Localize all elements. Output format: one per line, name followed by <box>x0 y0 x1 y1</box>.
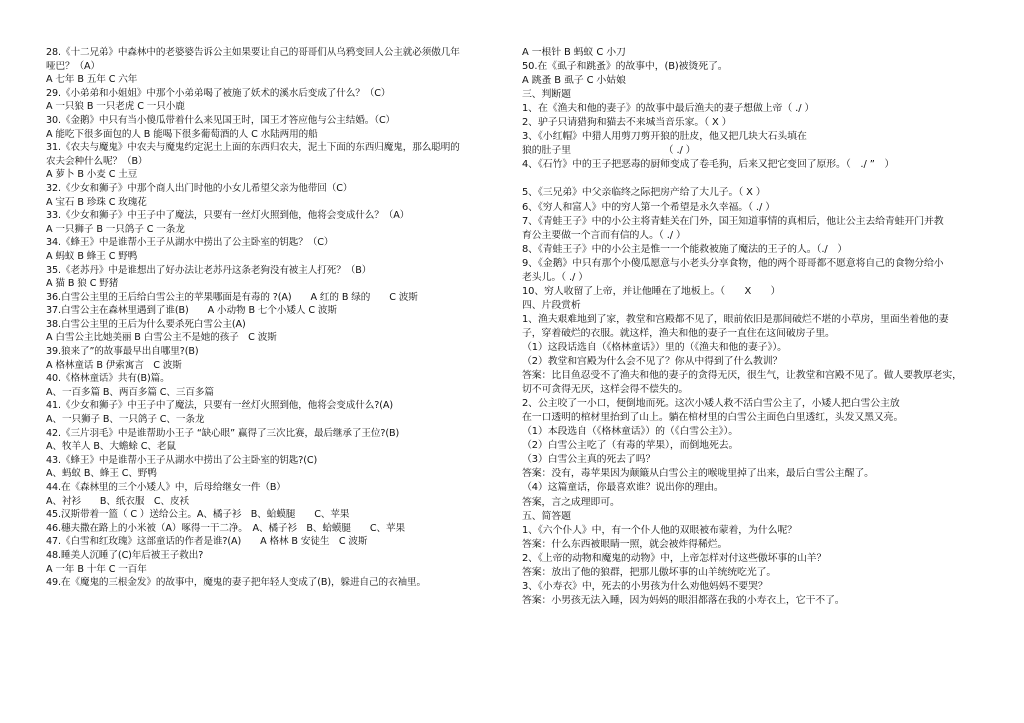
text-line: 36.白雪公主里的王后给白雪公主的苹果哪面是有毒的 ?(A) A 红的 B 绿的 C 波斯 <box>46 291 418 303</box>
text-line: A、衬衫 B、纸衣服 C、皮袄 <box>46 495 189 507</box>
text-line: 38.白雪公主里的王后为什么要杀死白雪公主(A) <box>46 318 246 330</box>
text-line: 6、《穷人和富人》中的穷人第一个希望是永久幸福。（ ./ ） <box>522 201 776 213</box>
text-line: 3、《小红帽》中猎人用剪刀剪开狼的肚皮，他又把几块大石头填在 <box>522 131 807 143</box>
text-line: （1）这段话选自（《格林童话》）里的（《渔夫和他的妻子》）。 <box>522 341 787 353</box>
text-line: 8、《青蛙王子》中的小公主是惟一一个能救被施了魔法的王子的人。（./ ） <box>522 243 848 255</box>
text-line: 45.汉斯带着一篮（ C ）送给公主。A、橘子衫 B、蛤蟆腿 C、苹果 <box>46 509 350 521</box>
text-line <box>522 172 980 186</box>
text-line: 39.狼来了”的故事最早出自哪里?(B) <box>46 346 199 358</box>
text-line: 31.《农夫与魔鬼》中农夫与魔鬼约定泥土上面的东西归农夫，泥土下面的东西归魔鬼，那么聪明的 <box>46 142 460 154</box>
text-line: 49.在《魔鬼的三根金发》的故事中，魔鬼的妻子把年轻人变成了(B)，躲进自己的衣袖里。 <box>46 577 426 589</box>
text-line: 10、穷人收留了上帝，并让他睡在了地板上。（ X ） <box>522 285 781 297</box>
text-line: 9、《金鹅》中只有那个小傻瓜愿意与小老头分享食物，他的两个哥哥都不愿意将自己的食物分给小 <box>522 257 944 269</box>
text-line: A 一只狼 B 一只老虎 C 一只小鹿 <box>46 101 185 113</box>
text-line: 28.《十二兄弟》中森林中的老婆婆告诉公主如果要让自己的哥哥们从乌鸦变回人公主就必须傲几年 <box>46 47 460 58</box>
right-column <box>522 46 980 608</box>
text-line: 32.《少女和狮子》中那个商人出门时他的小女儿希望父亲为他带回（C） <box>46 182 353 194</box>
text-line: A 猫 B 狼 C 野猪 <box>46 278 119 290</box>
text-line: 答案：没有，毒苹果因为颠簸从白雪公主的喉咙里掉了出来，最后白雪公主醒了。 <box>522 468 874 480</box>
text-line: 44.在《森林里的三个小矮人》中，后母给继女一件（B） <box>46 482 286 493</box>
text-line: 育公主要做一个言而有信的人。（ ./ ） <box>522 229 686 241</box>
text-line: 农夫会种什么呢？（B） <box>46 155 148 167</box>
text-line: A、一只狮子 B、一只鸽子 C、一条龙 <box>46 414 205 426</box>
text-line: 7、《青蛙王子》中的小公主将青蛙关在门外，国王知道事情的真相后，他让公主去给青蛙开门并教 <box>522 215 944 227</box>
text-line: （3）白雪公主真的死去了吗？ <box>522 454 656 466</box>
text-line: A 格林童话 B 伊索寓言 C 波斯 <box>46 359 182 371</box>
text-line: 三、判断题 <box>522 89 571 101</box>
text-line: A、牧羊人 B、大蟾蜍 C、老鼠 <box>46 441 176 453</box>
text-line: 答案：比目鱼忍受不了渔夫和他的妻子的贪得无厌，很生气，让教堂和宫殿不见了。做人要教厚老实， <box>522 370 962 382</box>
text-line: 50.在《虱子和跳蚤》的故事中，(B)被烫死了。 <box>522 61 728 73</box>
text-line: 1、《六个仆人》中，有一个仆人他的双眼被布蒙着，为什么呢？ <box>522 524 797 536</box>
text-line: （2）教堂和宫殿为什么会不见了？你从中得到了什么教训？ <box>522 356 783 368</box>
text-line: 狼的肚子里 （ ./ ） <box>522 145 696 157</box>
text-line: （4）这篇童话，你最喜欢谁？说出你的理由。 <box>522 482 724 494</box>
left-column <box>46 46 498 590</box>
text-line: 4、《石竹》中的王子把恶毒的厨师变成了卷毛狗，后来又把它变回了原形。（ ./ ” ） <box>522 159 895 171</box>
text-line: 2、驴子只请猎狗和猫去不来城当音乐家。（ X ） <box>522 117 732 129</box>
text-line: 37.白雪公主在森林里遇到了谁(B) A 小动物 B 七个小矮人 C 波斯 <box>46 305 337 317</box>
text-line: A 一年 B 十年 C 一百年 <box>46 563 147 575</box>
text-line: A 蚂蚁 B 蜂王 C 野鸭 <box>46 250 138 262</box>
text-line: 在一口透明的棺材里抬到了山上。躺在棺材里的白雪公主面色白里透红，头发又黑又亮。 <box>522 412 904 424</box>
text-line: A 宝石 B 珍珠 C 玫瑰花 <box>46 196 147 208</box>
text-line: A 一根针 B 蚂蚁 C 小刀 <box>522 47 626 58</box>
text-line: 3、《小寿衣》中，死去的小男孩为什么劝他妈妈不要哭？ <box>522 580 768 592</box>
text-line: 42.《三片羽毛》中是谁帮助小王子 “缺心眼” 赢得了三次比赛，最后继承了王位?(B) <box>46 427 400 439</box>
text-line: 五、简答题 <box>522 510 571 522</box>
text-line: 答案，言之成理即可。 <box>522 496 620 508</box>
text-line: 48.睡美人沉睡了(C)年后被王子救出? <box>46 549 204 561</box>
text-line: 2、《上帝的动物和魔鬼的动物》中，上帝怎样对付这些傲坏事的山羊？ <box>522 552 827 564</box>
text-line: 答案：什么东西被眼睛一照，就会被炸得稀烂。 <box>522 538 728 550</box>
text-line: A 白雪公主比她美丽 B 白雪公主不是她的孩子 C 波斯 <box>46 332 277 344</box>
text-line: 四、片段赏析 <box>522 299 581 311</box>
text-line: 1、在《渔夫和他的妻子》的故事中最后渔夫的妻子想做上帝（ ./ ） <box>522 103 815 115</box>
text-line: 1、渔夫艰难地到了家，教堂和宫殿都不见了，眼前依旧是那间破烂不堪的小草房，里面坐着他的妻 <box>522 313 949 325</box>
text-line: 29.《小弟弟和小姐姐》中那个小弟弟喝了被施了妖术的溪水后变成了什么？（C） <box>46 87 391 99</box>
text-line: 46.穗夫撒在路上的小米被（A）啄得一干二净。 A、橘子衫 B、蛤蟆腿 C、苹果 <box>46 522 405 534</box>
text-line: A 七年 B 五年 C 六年 <box>46 74 138 86</box>
text-line: A 一只狮子 B 一只鸽子 C 一条龙 <box>46 223 185 235</box>
text-line: 老头儿。（ ./ ） <box>522 271 589 283</box>
text-line: 33.《少女和狮子》中王子中了魔法，只要有一丝灯火照到他，他将会变成什么？（A） <box>46 210 410 222</box>
text-line: 切不可贪得无厌，这样会得不偿失的。 <box>522 384 689 396</box>
text-line: 35.《老苏丹》中是谁想出了好办法让老苏丹这条老狗没有被主人打死？（B） <box>46 264 372 276</box>
text-line: 子，穿着破烂的衣服。就这样，渔夫和他的妻子一直住在这间破房子里。 <box>522 327 835 339</box>
text-line: 30.《金鹅》中只有当小傻瓜带着什么来见国王时，国王才答应他与公主结婚。（C） <box>46 114 396 126</box>
text-line: 43.《蜂王》中是谁帮小王子从湖水中捞出了公主卧室的钥匙?(C) <box>46 454 318 466</box>
text-line: A 能吃下很多面包的人 B 能喝下很多葡萄酒的人 C 水陆两用的船 <box>46 128 318 140</box>
text-line: 41.《少女和狮子》中王子中了魔法，只要有一丝灯火照到他，他将会变成什么?(A) <box>46 400 393 412</box>
text-line: （2）白雪公主吃了（有毒的苹果），而倒地死去。 <box>522 440 739 452</box>
text-line: 40.《格林童话》共有(B)篇。 <box>46 373 170 385</box>
text-line: 答案：小男孩无法入睡，因为妈妈的眼泪都落在我的小寿衣上，它干不了。 <box>522 594 845 606</box>
text-line: （1）本段选自（《格林童话》）的（《白雪公主》）。 <box>522 426 739 438</box>
text-line: A、一百多篇 B、两百多篇 C、三百多篇 <box>46 386 214 398</box>
text-line: A 萝卜 B 小麦 C 土豆 <box>46 169 138 181</box>
text-line: 哑巴？（A） <box>46 60 100 72</box>
text-line: A 跳蚤 B 虱子 C 小姑娘 <box>522 75 626 87</box>
text-line: 34.《蜂王》中是谁帮小王子从湖水中捞出了公主卧室的钥匙？（C） <box>46 237 334 249</box>
text-line: 2、公主咬了一小口，便倒地而死。这次小矮人救不活白雪公主了，小矮人把白雪公主放 <box>522 398 900 410</box>
text-line: 47.《白雪和红玫瑰》这部童话的作者是谁?(A) A 格林 B 安徒生 C 波斯 <box>46 536 368 548</box>
text-line: A、蚂蚁 B、蜂王 C、野鸭 <box>46 468 157 480</box>
text-line: 5、《三兄弟》中父亲临终之际把房产给了大儿子。（ X ） <box>522 187 766 199</box>
text-line: 答案：放出了他的狼群，把那儿傲坏事的山羊统统吃光了。 <box>522 566 777 578</box>
